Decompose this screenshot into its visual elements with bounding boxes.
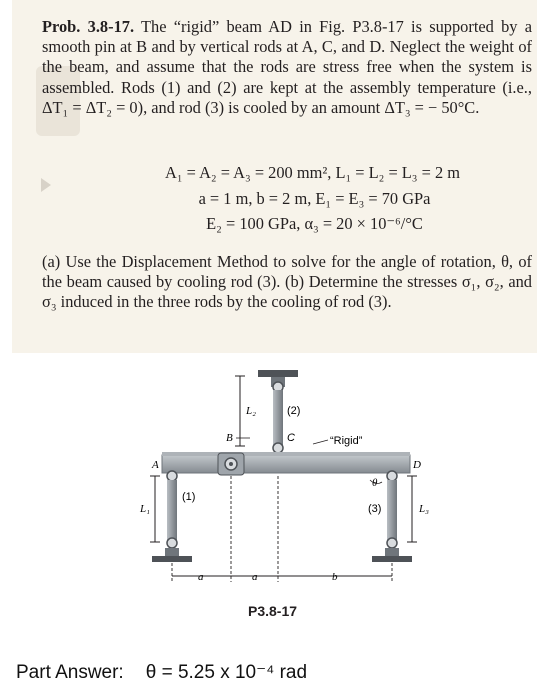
problem-statement [42,17,532,118]
rod-2 [273,390,283,445]
problem-questions: (a) Use the Displacement Method to solve for the angle of rotation, θ, of the beam caused by cooling rod (3). (b) Determine the stresses σ₁, σ₂, and σ₃ induced in the three rods by the cooling of rod (3). [42,252,532,312]
given-line-3: E₂ = 100 GPa, α₃ = 20 × 10⁻⁶/°C [206,214,423,233]
label-C: C [287,432,295,444]
beam-figure [130,360,450,620]
label-A: A [152,459,159,471]
dim-bottom [172,476,392,582]
label-L3: L₃ [419,503,429,515]
answer-value: θ = 5.25 x 10⁻⁴ rad [145,662,308,683]
problem-number: Prob. 3.8-17. [42,17,135,36]
pin-support-B [218,453,244,475]
top-support [258,370,298,392]
dim-L1 [150,476,160,542]
label-rod1: (1) [182,491,196,503]
rigid-beam [162,455,410,473]
rod-1 [167,480,177,540]
label-L1: L₁ [140,503,150,515]
answer-label: Part Answer: [16,662,124,683]
label-B: B [226,432,233,444]
label-theta: θ [372,477,378,489]
label-rigid: “Rigid” [330,435,363,447]
rod-3 [387,480,397,540]
dim-L2 [235,376,245,446]
given-line-2: a = 1 m, b = 2 m, E₁ = E₃ = 70 GPa [198,189,431,208]
problem-text: The “rigid” beam AD in Fig. P3.8-17 is supported by a smooth pin at B and by vertical rods at A, C, and D. Neglect the weight of the beam, and assume that the rods are stress free when the system is assembled. Rods (1) and (2) are kept at the assembly temperature (i.e., ΔT₁ = ΔT₂ = 0), and rod (3) is cooled by an amount ΔT₃ = − 50°C. [42,17,532,117]
label-L2: L₂ [246,405,256,417]
given-line-1: A₁ = A₂ = A₃ = 200 mm², L₁ = L₂ = L₃ = 2 m [165,163,460,182]
dim-L3 [407,476,417,542]
label-rod2: (2) [287,405,301,417]
label-b: b [332,571,338,583]
figure-label: P3.8-17 [248,603,298,619]
bottom-support-3 [372,538,412,562]
label-a2: a [252,571,258,583]
label-rod3: (3) [368,503,382,515]
label-a1: a [198,571,204,583]
part-answer [16,661,307,684]
label-D: D [413,459,421,471]
